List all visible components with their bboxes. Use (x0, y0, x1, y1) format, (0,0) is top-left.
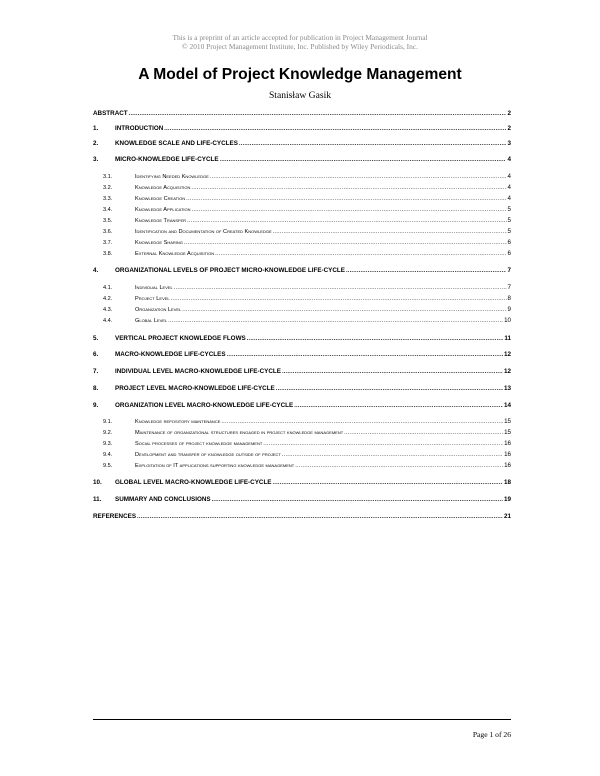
toc-entry[interactable] (93, 351, 511, 358)
toc-dot-leader (221, 419, 503, 425)
toc-entry-title: GLOBAL LEVEL MACRO-KNOWLEDGE LIFE-CYCLE (115, 479, 272, 486)
toc-entry-number: 3.1. (103, 174, 113, 180)
toc-entry-number: 10. (93, 479, 102, 486)
toc-entry[interactable] (93, 418, 511, 425)
toc-dot-leader (220, 157, 507, 163)
toc-entry-page: 4 (507, 184, 511, 191)
toc-entry-number: 3.8. (103, 251, 113, 257)
toc-entry-number: 3.7. (103, 240, 113, 246)
toc-entry-page: 16 (504, 440, 511, 447)
toc-dot-leader (247, 336, 504, 342)
toc-entry[interactable] (93, 125, 511, 132)
toc-dot-leader (294, 403, 503, 409)
toc-entry[interactable] (93, 462, 511, 469)
toc-entry-title: PROJECT LEVEL MACRO-KNOWLEDGE LIFE-CYCLE (115, 385, 275, 392)
toc-entry-page: 4 (507, 195, 511, 202)
toc-entry-page: 8 (507, 295, 511, 302)
toc-entry[interactable] (93, 479, 511, 486)
toc-entry-title: ORGANIZATIONAL LEVELS OF PROJECT MICRO-KNOWLEDGE LIFE-CYCLE (115, 267, 345, 274)
toc-entry[interactable] (93, 140, 511, 147)
toc-entry-title: ABSTRACT (93, 110, 128, 117)
toc-entry-title: Global Level (135, 318, 168, 324)
toc-entry-page: 7 (507, 284, 511, 291)
toc-entry-page: 5 (507, 206, 511, 213)
toc-dot-leader (187, 218, 506, 224)
toc-entry-page: 19 (503, 496, 511, 503)
footer-divider (93, 719, 511, 720)
toc-entry-page: 4 (507, 173, 511, 180)
page-number: Page 1 of 26 (472, 730, 511, 739)
toc-entry[interactable] (93, 156, 511, 163)
toc-entry-title: Knowledge Acquisition (135, 185, 191, 191)
toc-entry[interactable] (93, 385, 511, 392)
toc-entry-title: External Knowledge Acquisition (135, 251, 215, 257)
toc-entry-page: 16 (504, 451, 511, 458)
toc-entry-page: 12 (503, 368, 511, 375)
paper-title: A Model of Project Knowledge Management (138, 66, 462, 83)
toc-entry-title: Knowledge Transfer (135, 218, 187, 224)
toc-dot-leader (210, 174, 507, 180)
toc-entry-number: 9.3. (103, 441, 113, 447)
toc-entry-page: 3 (507, 140, 511, 147)
toc-entry-page: 5 (507, 217, 511, 224)
toc-entry-title: REFERENCES (93, 513, 137, 520)
toc-dot-leader (129, 111, 507, 117)
toc-entry-title: Development and transfer of knowledge outside of project (135, 452, 281, 458)
toc-entry[interactable] (93, 206, 511, 213)
toc-dot-leader (263, 441, 503, 447)
toc-entry-title: Knowledge Creation (135, 196, 186, 202)
header-line-2: © 2010 Project Management Institute, Inc. Published by Wiley Periodicals, Inc. (182, 42, 418, 52)
toc-entry[interactable] (93, 306, 511, 313)
toc-entry-page: 10 (504, 317, 511, 324)
toc-entry[interactable] (93, 335, 511, 342)
toc-entry[interactable] (93, 440, 511, 447)
toc-entry[interactable] (93, 295, 511, 302)
toc-entry[interactable] (93, 217, 511, 224)
toc-entry[interactable] (93, 110, 511, 117)
toc-dot-leader (346, 268, 507, 274)
toc-entry[interactable] (93, 267, 511, 274)
toc-entry[interactable] (93, 513, 511, 520)
toc-entry-page: 18 (503, 479, 511, 486)
toc-dot-leader (171, 296, 507, 302)
toc-entry-title: Maintenance of organizational structures engaged in project knowledge management (135, 430, 344, 436)
toc-entry-number: 5. (93, 335, 99, 342)
toc-entry-number: 1. (93, 125, 99, 132)
toc-dot-leader (282, 369, 503, 375)
toc-entry-number: 8. (93, 385, 99, 392)
toc-entry-number: 9.2. (103, 430, 113, 436)
toc-entry-page: 5 (507, 228, 511, 235)
toc-entry-number: 4.1. (103, 285, 113, 291)
toc-entry[interactable] (93, 239, 511, 246)
toc-entry[interactable] (93, 429, 511, 436)
toc-dot-leader (137, 514, 503, 520)
toc-dot-leader (295, 463, 503, 469)
toc-entry-title: MACRO-KNOWLEDGE LIFE-CYCLES (115, 351, 226, 358)
toc-dot-leader (164, 126, 506, 132)
toc-entry-title: Organization Level (135, 307, 182, 313)
toc-entry-page: 12 (503, 351, 511, 358)
toc-dot-leader (273, 480, 503, 486)
toc-entry-title: KNOWLEDGE SCALE AND LIFE-CYCLES (115, 140, 238, 147)
toc-entry-page: 2 (507, 125, 511, 132)
toc-entry-number: 11. (93, 496, 102, 503)
toc-entry-page: 6 (507, 239, 511, 246)
toc-dot-leader (186, 196, 506, 202)
toc-entry-title: VERTICAL PROJECT KNOWLEDGE FLOWS (115, 335, 246, 342)
toc-entry-page: 11 (504, 335, 511, 342)
toc-entry-title: INTRODUCTION (115, 125, 164, 132)
toc-entry-page: 6 (507, 250, 511, 257)
toc-entry[interactable] (93, 368, 511, 375)
toc-dot-leader (168, 318, 503, 324)
toc-entry-number: 3. (93, 156, 99, 163)
toc-entry[interactable] (93, 173, 511, 180)
toc-entry-number: 9.4. (103, 452, 113, 458)
toc-entry-title: Individual Level (135, 285, 173, 291)
toc-entry-number: 9.1. (103, 419, 113, 425)
toc-entry-title: Social processes of project knowledge management (135, 441, 263, 447)
toc-entry-page: 16 (504, 462, 511, 469)
toc-dot-leader (227, 352, 503, 358)
toc-entry-page: 21 (503, 513, 511, 520)
toc-entry-number: 4.2. (103, 296, 113, 302)
toc-dot-leader (192, 207, 507, 213)
toc-entry-number: 6. (93, 351, 99, 358)
toc-entry[interactable] (93, 317, 511, 324)
page-header (0, 33, 600, 52)
toc-entry-page: 14 (503, 402, 511, 409)
toc-entry-number: 3.2. (103, 185, 113, 191)
toc-entry-title: Identification and Documentation of Created Knowledge (135, 229, 272, 235)
toc-entry-title: MICRO-KNOWLEDGE LIFE-CYCLE (115, 156, 219, 163)
toc-dot-leader (215, 251, 506, 257)
toc-entry[interactable] (93, 250, 511, 257)
toc-dot-leader (282, 452, 503, 458)
toc-entry-page: 7 (507, 267, 511, 274)
toc-dot-leader (184, 240, 507, 246)
toc-dot-leader (174, 285, 507, 291)
toc-entry-page: 15 (504, 429, 511, 436)
toc-dot-leader (182, 307, 506, 313)
toc-entry-number: 3.3. (103, 196, 113, 202)
toc-entry-number: 2. (93, 140, 99, 147)
toc-entry-title: Exploitation of IT applications supporting knowledge management (135, 463, 295, 469)
toc-dot-leader (212, 497, 503, 503)
toc-entry-page: 9 (507, 306, 511, 313)
toc-entry-title: Identifying Needed Knowledge (135, 174, 209, 180)
toc-dot-leader (273, 229, 507, 235)
toc-dot-leader (191, 185, 506, 191)
toc-entry-number: 3.6. (103, 229, 113, 235)
toc-entry-page: 2 (507, 110, 511, 117)
toc-entry[interactable] (93, 195, 511, 202)
toc-entry-number: 7. (93, 368, 99, 375)
toc-dot-leader (344, 430, 503, 436)
toc-entry-number: 9.5. (103, 463, 113, 469)
toc-entry[interactable] (93, 228, 511, 235)
toc-dot-leader (276, 386, 503, 392)
toc-entry[interactable] (93, 184, 511, 191)
toc-entry-title: Project Level (135, 296, 170, 302)
toc-entry-number: 3.5. (103, 218, 113, 224)
header-line-1: This is a preprint of an article accepted for publication in Project Management Journal (172, 33, 428, 42)
toc-entry-number: 3.4. (103, 207, 113, 213)
author-name: Stanisław Gasik (268, 90, 332, 101)
toc-entry-title: Knowledge Application (135, 207, 191, 213)
toc-entry-page: 4 (507, 156, 511, 163)
toc-dot-leader (239, 141, 507, 147)
toc-entry-title: ORGANIZATION LEVEL MACRO-KNOWLEDGE LIFE-CYCLE (115, 402, 294, 409)
toc-entry[interactable] (93, 284, 511, 291)
toc-entry-page: 13 (503, 385, 511, 392)
toc-entry-title: Knowledge repository maintenance (135, 419, 221, 425)
toc-entry-number: 4.4. (103, 318, 113, 324)
toc-entry-number: 4. (93, 267, 99, 274)
toc-entry-title: SUMMARY AND CONCLUSIONS (115, 496, 211, 503)
toc-entry-number: 4.3. (103, 307, 113, 313)
toc-entry[interactable] (93, 402, 511, 409)
toc-entry-number: 9. (93, 402, 99, 409)
toc-entry[interactable] (93, 496, 511, 503)
toc-entry-page: 15 (504, 418, 511, 425)
toc-entry-title: Knowledge Sharing (135, 240, 183, 246)
toc-entry-title: INDIVIDUAL LEVEL MACRO-KNOWLEDGE LIFE-CYCLE (115, 368, 281, 375)
toc-entry[interactable] (93, 451, 511, 458)
